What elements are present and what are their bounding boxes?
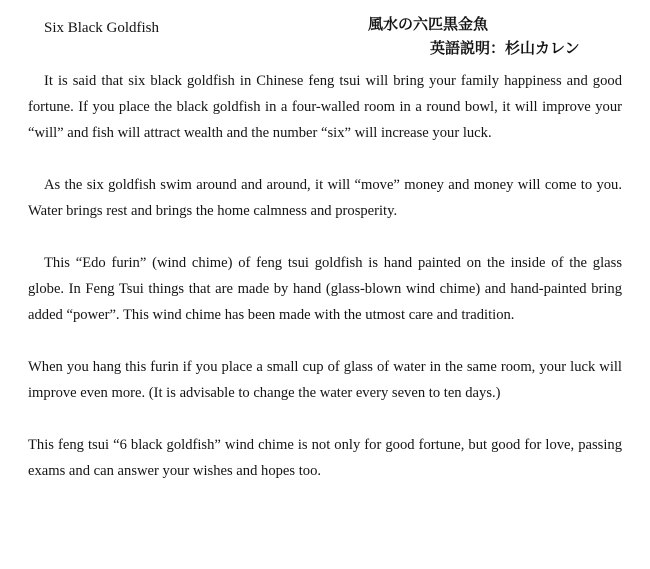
document-title: Six Black Goldfish	[44, 20, 159, 36]
paragraph-1: It is said that six black goldfish in Chinese feng tsui will bring your family happiness and good fortune. If you place the black goldfish in a four-walled room in a round bowl, it will improve your “will” and fish will attract wealth and the number “six” will increase your luck.	[28, 73, 622, 141]
paragraph-5: This feng tsui “6 black goldfish” wind chime is not only for good fortune, but good for love, passing exams and can answer your wishes and hopes too.	[28, 437, 622, 479]
document-body	[28, 68, 622, 510]
paragraph-4: When you hang this furin if you place a small cup of glass of water in the same room, your luck will improve even more. (It is advisable to change the water every seven to ten days.)	[28, 359, 622, 401]
paragraph-2: As the six goldfish swim around and around, it will “move” money and money will come to you. Water brings rest and brings the home calmness and prosperity.	[28, 177, 622, 219]
paragraph-3: This “Edo furin” (wind chime) of feng tsui goldfish is hand painted on the inside of the glass globe. In Feng Tsui things that are made by hand (glass-blown wind chime) and hand-painted bring added “power”. This wind chime has been made with the utmost care and tradition.	[28, 255, 622, 323]
author-credit: 英語説明：杉山カレン	[430, 39, 580, 57]
document-title-japanese: 風水の六匹黒金魚	[368, 15, 489, 33]
